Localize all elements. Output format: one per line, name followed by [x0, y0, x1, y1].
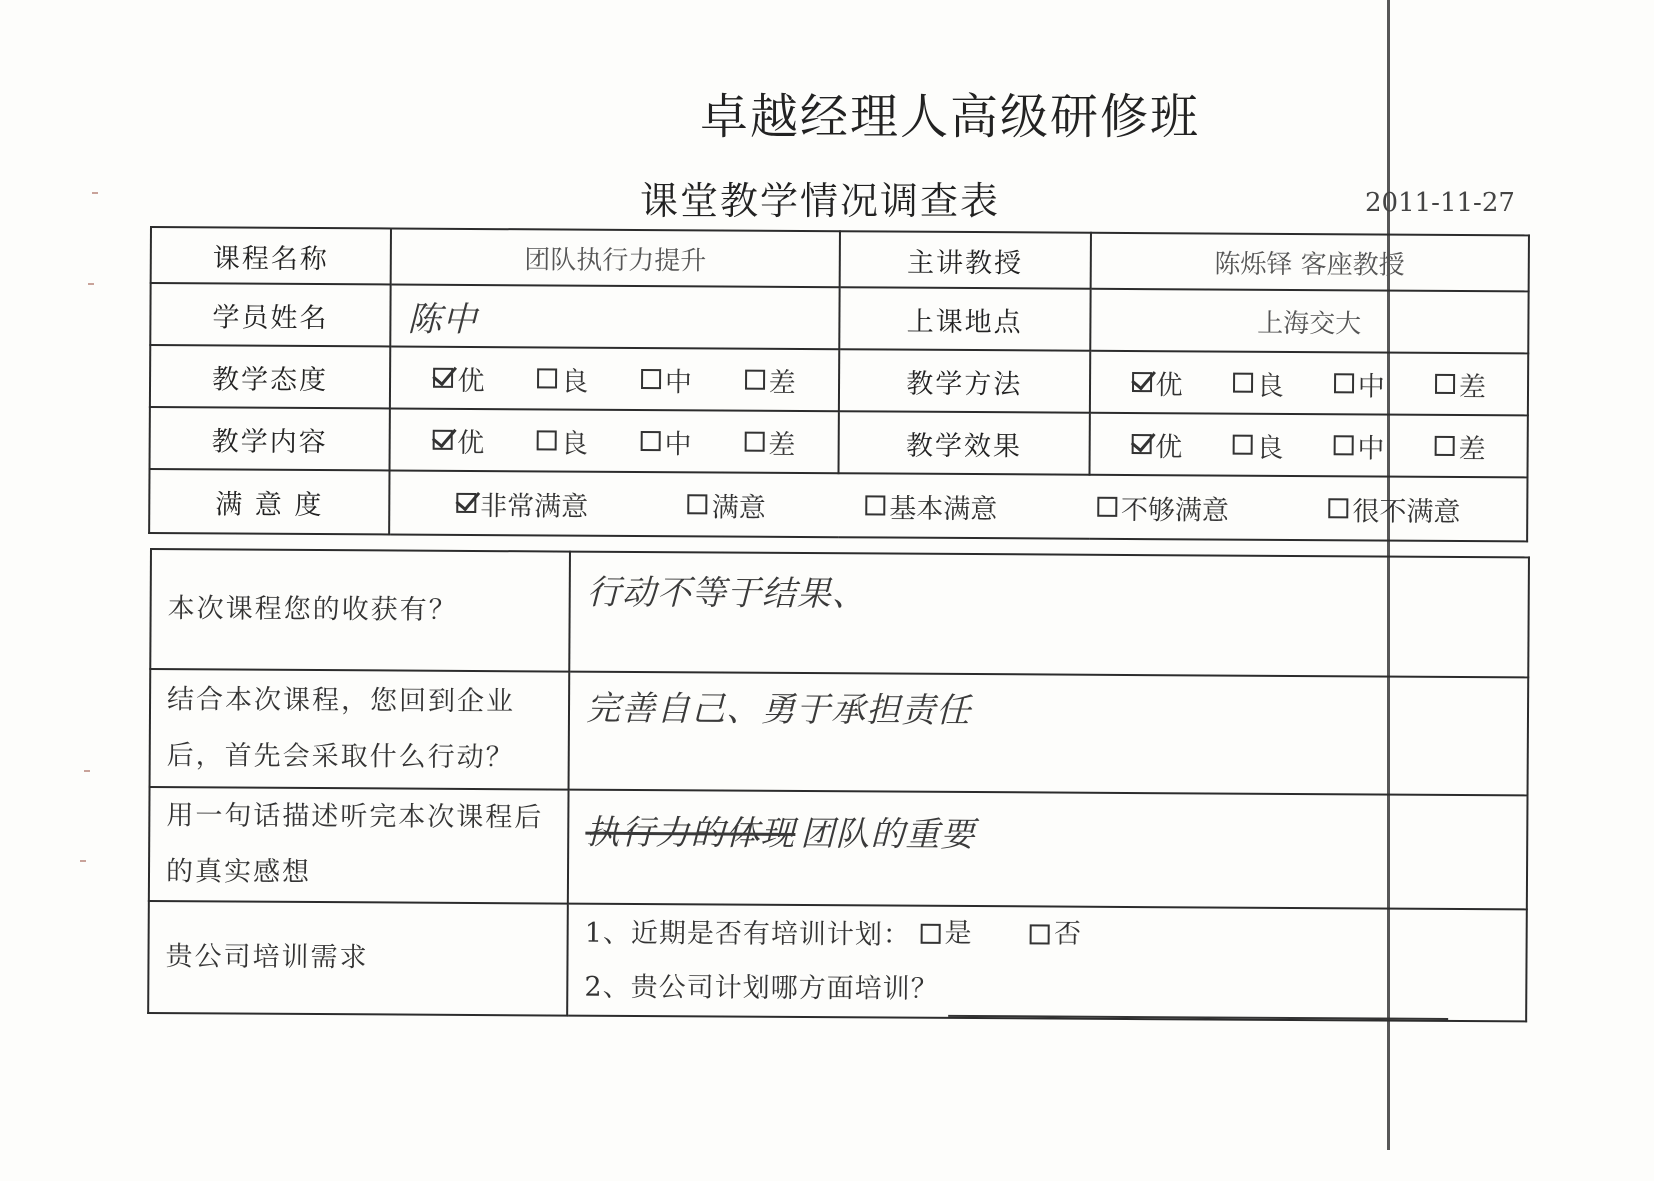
content-option[interactable]: 优	[433, 420, 484, 459]
satisfaction-option[interactable]: 不够满意	[1097, 487, 1229, 527]
checkbox-icon[interactable]	[745, 370, 765, 390]
plan-no-option[interactable]: 否	[1030, 907, 1082, 961]
method-options	[1089, 351, 1528, 416]
attitude-option[interactable]: 差	[745, 360, 796, 399]
method-option[interactable]: 中	[1334, 364, 1385, 403]
effect-option[interactable]: 优	[1131, 424, 1182, 463]
checkbox-icon[interactable]	[433, 368, 453, 388]
training-needs-cell	[567, 904, 1527, 1022]
content-option[interactable]: 良	[537, 421, 588, 460]
row-satisfaction	[149, 469, 1527, 541]
row-training-needs	[148, 901, 1527, 1021]
attitude-option[interactable]: 中	[641, 360, 692, 399]
document-title: 卓越经理人高级研修班	[699, 89, 1200, 145]
checkbox-icon[interactable]	[1328, 498, 1348, 518]
row-attitude-method	[150, 345, 1528, 415]
content-option[interactable]: 中	[640, 422, 691, 461]
checkbox-icon[interactable]	[1435, 436, 1455, 456]
feeling-answer-handwriting: 团队的重要	[800, 813, 976, 856]
feeling-answer-cell[interactable]	[568, 790, 1528, 910]
scan-speck	[80, 860, 86, 862]
student-name-label: 学员姓名	[150, 283, 390, 346]
effect-option[interactable]: 中	[1333, 426, 1384, 465]
checkbox-icon[interactable]	[1334, 373, 1354, 393]
method-option[interactable]: 优	[1132, 362, 1183, 401]
effect-option[interactable]: 良	[1232, 425, 1283, 464]
checkbox-icon[interactable]	[1435, 374, 1455, 394]
row-action	[150, 669, 1529, 795]
checkbox-icon[interactable]	[1132, 372, 1152, 392]
action-answer-handwriting: 完善自己、勇于承担责任	[586, 688, 972, 732]
training-needs-label: 贵公司培训需求	[148, 901, 568, 1016]
lecturer-label: 主讲教授	[840, 231, 1091, 289]
plan-yes-option[interactable]: 是	[920, 907, 972, 961]
attitude-label: 教学态度	[150, 345, 390, 408]
action-answer-cell[interactable]	[569, 672, 1529, 796]
checkbox-icon[interactable]	[1030, 924, 1050, 944]
student-name-cell[interactable]	[390, 284, 839, 349]
satisfaction-label: 满 意 度	[149, 469, 389, 534]
location-label: 上课地点	[839, 287, 1090, 351]
checkbox-icon[interactable]	[433, 430, 453, 450]
effect-option[interactable]: 差	[1434, 426, 1485, 465]
survey-date: 2011-11-27	[1365, 188, 1515, 218]
survey-questions-table	[147, 548, 1530, 1022]
content-label: 教学内容	[150, 407, 390, 470]
row-content-effect	[150, 407, 1528, 477]
scan-speck	[92, 192, 98, 194]
content-options	[390, 408, 839, 473]
method-option[interactable]: 差	[1435, 364, 1486, 403]
checkbox-icon[interactable]	[744, 432, 764, 452]
row-student	[150, 283, 1528, 353]
student-name-handwriting: 陈中	[407, 299, 478, 340]
checkbox-icon[interactable]	[537, 430, 557, 450]
content-option[interactable]: 差	[744, 422, 795, 461]
satisfaction-option[interactable]: 基本满意	[865, 486, 997, 526]
attitude-option[interactable]: 优	[433, 358, 484, 397]
action-question: 结合本次课程，您回到企业后，首先会采取什么行动？	[150, 669, 570, 790]
location-value[interactable]: 上海交大	[1090, 289, 1529, 354]
checkbox-icon[interactable]	[688, 494, 708, 514]
checkbox-icon[interactable]	[1233, 373, 1253, 393]
satisfaction-option[interactable]: 很不满意	[1328, 489, 1460, 529]
checkbox-icon[interactable]	[641, 431, 661, 451]
checkbox-icon[interactable]	[641, 369, 661, 389]
checkbox-icon[interactable]	[921, 924, 941, 944]
feeling-answer-struck: 执行力的体现	[585, 812, 796, 854]
lecturer-value[interactable]: 陈烁铎 客座教授	[1090, 233, 1529, 292]
course-name-label: 课程名称	[151, 227, 391, 284]
satisfaction-options	[389, 470, 1527, 541]
feeling-question: 用一句话描述听完本次课程后的真实感想	[149, 787, 569, 904]
document-subtitle: 课堂教学情况调查表	[639, 179, 1000, 223]
satisfaction-option[interactable]: 非常满意	[456, 483, 588, 523]
survey-table	[148, 226, 1530, 542]
training-area-blank[interactable]	[948, 989, 1448, 1020]
gain-answer-cell[interactable]	[569, 552, 1529, 678]
method-label: 教学方法	[839, 349, 1090, 413]
scan-speck	[84, 770, 90, 772]
course-name-value[interactable]: 团队执行力提升	[391, 228, 840, 287]
effect-options	[1089, 413, 1528, 478]
satisfaction-option[interactable]: 满意	[688, 485, 766, 524]
training-area-question: 2、贵公司计划哪方面培训？	[584, 961, 1509, 1021]
checkbox-icon[interactable]	[456, 493, 476, 513]
checkbox-icon[interactable]	[1131, 434, 1151, 454]
row-feeling	[149, 787, 1528, 909]
checkbox-icon[interactable]	[1232, 435, 1252, 455]
row-course	[151, 227, 1529, 291]
method-option[interactable]: 良	[1233, 363, 1284, 402]
checkbox-icon[interactable]	[537, 368, 557, 388]
gain-question: 本次课程您的收获有？	[150, 549, 570, 672]
checkbox-icon[interactable]	[865, 495, 885, 515]
effect-label: 教学效果	[838, 411, 1089, 475]
gain-answer-handwriting: 行动不等于结果、	[586, 572, 867, 615]
checkbox-icon[interactable]	[1333, 435, 1353, 455]
checkbox-icon[interactable]	[1097, 497, 1117, 517]
training-plan-question: 1、近期是否有培训计划： 是 否	[585, 905, 1510, 967]
attitude-option[interactable]: 良	[537, 359, 588, 398]
attitude-options	[390, 346, 839, 411]
scan-speck	[88, 283, 94, 285]
row-gain	[150, 549, 1529, 677]
